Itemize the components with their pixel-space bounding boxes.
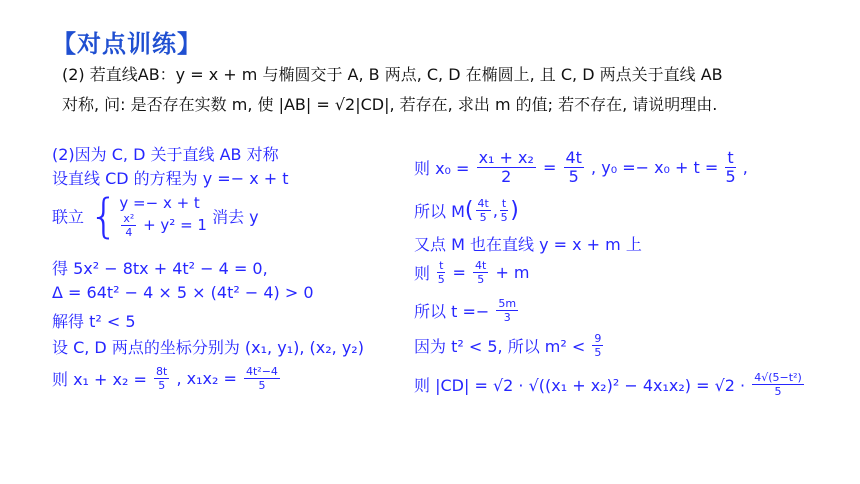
frac-denominator: 2 <box>501 167 512 186</box>
frac-numerator: 9 <box>594 332 602 345</box>
text-segment: 则 x₁ + x₂ = <box>52 370 147 389</box>
text-segment: 所以 M <box>414 202 465 221</box>
solution-right-line-6 <box>414 333 605 358</box>
solution-left-line-8 <box>52 366 282 391</box>
problem-line-2: 对称, 问: 是否存在实数 m, 使 |AB| = √2|CD|, 若存在, 求出 m 的值; 若不存在, 请说明理由. <box>62 95 718 114</box>
frac-denominator: 5 <box>568 167 579 186</box>
text-segment: , x₁x₂ = <box>176 369 237 388</box>
solution-left-line-1: (2)因为 C, D 关于直线 AB 对称 <box>52 145 279 164</box>
text-segment: , <box>742 158 748 177</box>
comma: , <box>492 201 498 220</box>
solution-right-line-3: 又点 M 也在直线 y = x + m 上 <box>414 235 642 254</box>
frac-denominator: 5 <box>594 346 602 359</box>
frac-denominator: 5 <box>500 211 508 224</box>
frac-numerator: x₁ + x₂ <box>478 148 534 167</box>
text-segment: = <box>452 263 466 282</box>
equation-system <box>89 189 207 243</box>
section-title: 【对点训练】 <box>52 30 202 58</box>
frac-denominator: 4 <box>125 225 133 239</box>
frac-denominator: 5 <box>158 379 166 392</box>
frac-numerator: 4t <box>565 148 582 167</box>
solution-left-line-2: 设直线 CD 的方程为 y =− x + t <box>52 169 289 188</box>
frac-numerator: 4√(5−t²) <box>754 371 802 384</box>
system-suffix: 消去 y <box>212 207 259 227</box>
system-row-2 <box>119 213 207 238</box>
solution-left-line-4: 得 5x² − 8tx + 4t² − 4 = 0, <box>52 259 268 278</box>
system-row-2-rest: + y² = 1 <box>143 215 207 234</box>
problem-line-1: (2) 若直线AB：y = x + m 与椭圆交于 A, B 两点, C, D 在椭圆上, 且 C, D 两点关于直线 AB <box>62 65 723 84</box>
text-segment: , y₀ =− x₀ + t = <box>591 158 719 177</box>
frac-numerator: 4t <box>477 197 489 210</box>
frac-numerator: 5m <box>498 297 517 310</box>
solution-left-line-7: 设 C, D 两点的坐标分别为 (x₁, y₁), (x₂, y₂) <box>52 338 364 357</box>
frac-denominator: 5 <box>479 211 487 224</box>
open-paren: ( <box>464 198 474 223</box>
frac-denominator: 5 <box>774 385 782 398</box>
solution-left-line-6: 解得 t² < 5 <box>52 312 136 331</box>
frac-numerator: t <box>727 148 734 167</box>
frac-numerator: t <box>439 259 444 272</box>
frac-numerator: 4t²−4 <box>245 365 278 378</box>
system-row-1: y =− x + t <box>119 194 200 213</box>
text-segment: 则 <box>414 264 431 283</box>
brace-symbol: { <box>89 189 119 243</box>
text-segment: 所以 t =− <box>414 302 490 321</box>
text-segment: 则 |CD| = √2 · √((x₁ + x₂)² − 4x₁x₂) = √2 · <box>414 376 746 395</box>
frac-numerator: x² <box>123 211 135 225</box>
solution-right-line-5 <box>414 298 520 323</box>
frac-denominator: 5 <box>725 167 736 186</box>
frac-denominator: 3 <box>503 311 511 324</box>
frac-numerator: t <box>501 197 507 210</box>
solution-right-line-4 <box>414 260 530 285</box>
solution-right-line-2 <box>414 198 519 223</box>
frac-numerator: 4t <box>475 259 487 272</box>
solution-right-line-1 <box>414 150 748 185</box>
frac-denominator: 5 <box>437 273 445 286</box>
frac-denominator: 5 <box>258 379 266 392</box>
frac-numerator: 8t <box>156 365 168 378</box>
close-paren: ) <box>510 198 519 223</box>
solution-right-line-7 <box>414 372 806 397</box>
text-segment: 因为 t² < 5, 所以 m² < <box>414 337 586 356</box>
system-prefix: 联立 <box>52 207 85 227</box>
solution-left-system <box>52 189 259 243</box>
frac-denominator: 5 <box>477 273 485 286</box>
text-segment: = <box>543 158 557 177</box>
text-segment: 则 x₀ = <box>414 159 470 178</box>
solution-left-line-5: Δ = 64t² − 4 × 5 × (4t² − 4) > 0 <box>52 283 314 302</box>
text-segment: + m <box>495 263 530 282</box>
